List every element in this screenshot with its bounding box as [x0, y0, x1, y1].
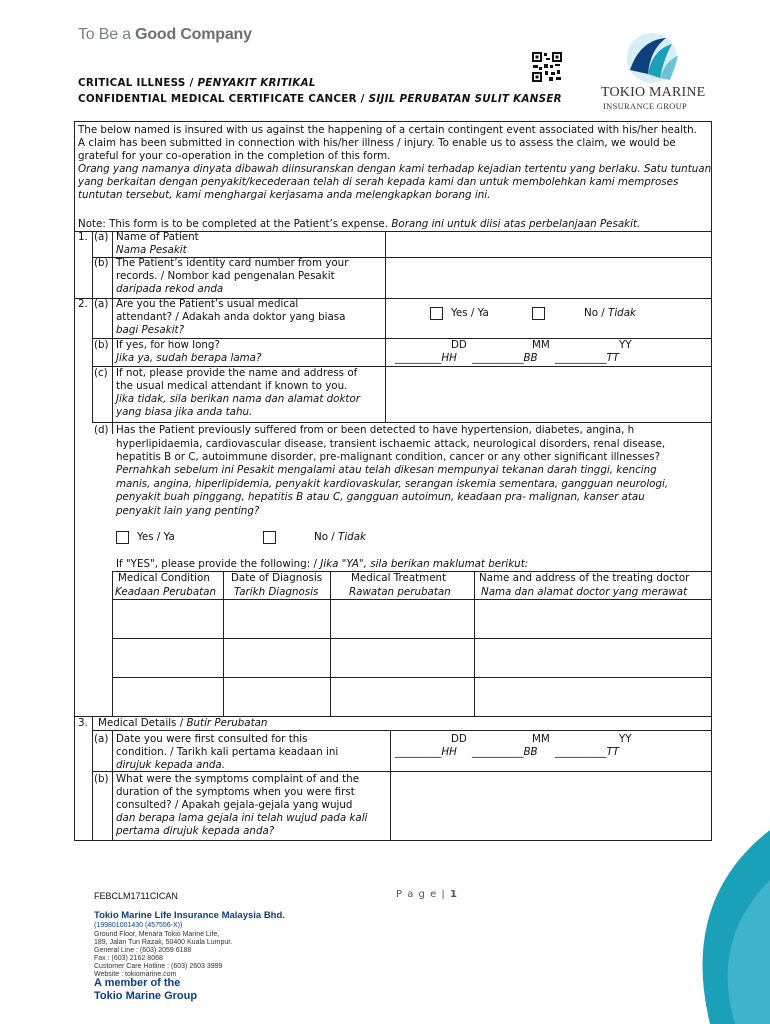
q3b-line5: pertama dirujuk kepada anda? [116, 825, 275, 837]
row-line-2d [92, 422, 712, 423]
footer-fax: Fax : (603) 2162 8068 [94, 955, 163, 962]
th-date-en: Date of Diagnosis [231, 572, 323, 584]
q2c-line4: yang biasa jika anda tahu. [116, 406, 253, 418]
q1b-label: (b) [94, 257, 109, 269]
q1b-line3: daripada rekod anda [116, 283, 224, 295]
note: Note: This form is to be completed at the Patient’s expense. Borang ini untuk diisi atas perbelanjaan Pesakit. [78, 218, 641, 230]
q3a-label: (a) [94, 733, 109, 745]
col-sub-line [112, 231, 113, 423]
table-cell[interactable] [113, 600, 223, 638]
footer-phone: General Line : (603) 2059 6188 [94, 947, 192, 954]
q2c-line2: the usual medical attendant if known to you. [116, 380, 348, 392]
q3b-line3: consulted? / Apakah gejala-gejala yang wujud [116, 799, 353, 811]
q3a-line2: condition. / Tarikh kali pertama keadaan ini [116, 746, 339, 758]
footer-hotline: Customer Care Hotline : (603) 2603 3999 [94, 963, 223, 970]
teal-swoosh-decoration [560, 820, 770, 1024]
q2b-en: If yes, for how long? [116, 339, 220, 351]
table-cell[interactable] [224, 600, 330, 638]
subtable-col3 [474, 571, 475, 716]
intro-my-2: yang berkaitan dengan penyakit/kecederaan telah di serah kepada kami dan untuk membolehkan kami memproses [78, 176, 679, 188]
q2d-no-label: No / Tidak [314, 531, 366, 543]
q3a-line1: Date you were first consulted for this [116, 733, 308, 745]
q2a-no-checkbox[interactable] [532, 307, 545, 320]
ic-number-field[interactable] [386, 258, 711, 298]
q3a-yy: YY [619, 733, 632, 745]
subtable-row1 [112, 638, 712, 639]
q2d-my-1: Pernahkah sebelum ini Pesakit mengalami atau telah dikesan mempunyai tekanan darah tinggi, kencing [116, 464, 657, 476]
intro-my-1: Orang yang namanya dinyata dibawah diinsuranskan dengan kami terhadap kejadian tertentu yang berlaku. Satu tuntuan [78, 163, 712, 175]
q2a-line1: Are you the Patient’s usual medical [116, 298, 299, 310]
q2d-no-checkbox[interactable] [263, 531, 276, 544]
tokio-marine-logo-icon [620, 30, 682, 86]
q2b-bb-field[interactable]: __________BB [472, 352, 538, 364]
q3a-mm: MM [532, 733, 550, 745]
subtable-row2 [112, 677, 712, 678]
q3-title: Medical Details / Butir Perubatan [98, 717, 268, 729]
q2c-line1: If not, please provide the name and address of [116, 367, 358, 379]
q3b-line2: duration of the symptoms when you were first [116, 786, 355, 798]
q2d-yes-label: Yes / Ya [137, 531, 175, 543]
q3b-label: (b) [94, 773, 109, 785]
if-yes-instruction: If "YES", please provide the following: / Jika "YA", sila berikan maklumat berikut: [116, 558, 529, 570]
q2b-label: (b) [94, 339, 109, 351]
qr-code-icon [532, 52, 562, 82]
th-doctor-my: Nama dan alamat doctor yang merawat [481, 586, 688, 598]
page-number: P a g e | 1 [396, 889, 458, 900]
q2b-tt-field[interactable]: __________TT [555, 352, 620, 364]
frame-top [74, 121, 712, 122]
form-code: FEBCLM1711CICAN [94, 891, 178, 901]
q2b-hh-field[interactable]: _________HH [395, 352, 457, 364]
q3-number: 3. [78, 717, 88, 729]
q2a-yes-checkbox[interactable] [430, 307, 443, 320]
intro-en-3: grateful for your co-operation in the completion of this form. [78, 150, 391, 162]
patient-name-field[interactable] [386, 232, 711, 257]
group-name: INSURANCE GROUP [603, 101, 688, 111]
company-name: TOKIO MARINE [601, 85, 706, 100]
q2d-label: (d) [94, 424, 109, 436]
q1a-label: (a) [94, 231, 109, 243]
col-sub-line-d [112, 422, 113, 434]
q2d-en-3: hepatitis B or C, autoimmune disorder, pre-malignant condition, cancer or any other significant illnesses? [116, 451, 661, 463]
intro-my-3: tuntutan tersebut, kami menghargai kerjasama anda melengkapkan borang ini. [78, 189, 491, 201]
member-line-2: Tokio Marine Group [94, 990, 198, 1002]
q2d-en-2: hyperlipidaemia, cardiovascular disease, transient ischaemic attack, neurological disorders, renal disease, [116, 438, 666, 450]
q3a-bb-field[interactable]: __________BB [472, 746, 538, 758]
q2c-line3: Jika tidak, sila berikan nama dan alamat doktor [116, 393, 360, 405]
q2a-line3: bagi Pesakit? [116, 324, 185, 336]
intro-en-1: The below named is insured with us against the happening of a certain contingent event associated with his/her health. [78, 124, 697, 136]
footer-address-2: 189, Jalan Tun Razak, 50400 Kuala Lumpur. [94, 939, 233, 946]
q2b-mm: MM [532, 339, 550, 351]
q3a-hh-field[interactable]: _________HH [395, 746, 457, 758]
th-treatment-my: Rawatan perubatan [349, 586, 451, 598]
q2d-yes-checkbox[interactable] [116, 531, 129, 544]
subtable-col1 [223, 571, 224, 716]
q2d-my-2: manis, angina, hiperlipidemia, penyakit kardiovaskular, serangan iskemia sementara, gangguan neurologi, [116, 478, 669, 490]
q3-col-num [92, 716, 93, 840]
frame-left [74, 121, 75, 841]
q1a-en: Name of Patient [116, 231, 199, 243]
q2b-dd: DD [451, 339, 467, 351]
th-condition-my: Keadaan Perubatan [115, 586, 217, 598]
intro-en-2: A claim has been submitted in connection with his/her illness / injury. To enable us to assess the claim, we would be [78, 137, 676, 149]
q1b-line2: records. / Nombor kad pengenalan Pesakit [116, 270, 335, 282]
table-cell[interactable] [331, 600, 474, 638]
q2a-line2: attendant? / Adakah anda doktor yang biasa [116, 311, 346, 323]
q3b-line4: dan berapa lama gejala ini telah wujud pada kali [116, 812, 368, 824]
q3a-tt-field[interactable]: __________TT [555, 746, 620, 758]
th-doctor-en: Name and address of the treating doctor [479, 572, 690, 584]
subtable-left [112, 571, 113, 716]
form-subtitle: CONFIDENTIAL MEDICAL CERTIFICATE CANCER / SIJIL PERUBATAN SULIT KANSER [78, 93, 562, 105]
usual-doctor-field[interactable] [386, 367, 711, 422]
frame-right [711, 121, 712, 841]
q2a-no-label: No / Tidak [584, 307, 636, 319]
q2d-en-1: Has the Patient previously suffered from or been detected to have hypertension, diabetes, angina, h [116, 424, 635, 436]
footer-address-1: Ground Floor, Menara Tokio Marine Life, [94, 931, 220, 938]
q2d-my-3: penyakit buah pinggang, hepatitis B atau C, gangguan autoimun, keadaan pra- malignan, kanser atau [116, 491, 645, 503]
q2a-label: (a) [94, 298, 109, 310]
footer-reg: (199801001430 (457556-X)) [94, 922, 183, 929]
form-title: CRITICAL ILLNESS / PENYAKIT KRITIKAL [78, 77, 316, 89]
member-line-1: A member of the [94, 977, 181, 989]
footer-website: Website : tokiomarine.com [94, 971, 177, 978]
q3-col-sub [112, 730, 113, 840]
q3a-line3: dirujuk kepada anda. [116, 759, 225, 771]
q2c-label: (c) [94, 367, 108, 379]
q2d-my-4: penyakit lain yang penting? [116, 505, 260, 517]
subtable-col2 [330, 571, 331, 716]
q1a-my: Nama Pesakit [116, 244, 187, 256]
tagline: To Be a Good Company [78, 26, 252, 43]
th-date-my: Tarikh Diagnosis [234, 586, 319, 598]
q2-number: 2. [78, 298, 88, 310]
q2b-my: Jika ya, sudah berapa lama? [116, 352, 262, 364]
th-treatment-en: Medical Treatment [351, 572, 447, 584]
q2b-yy: YY [619, 339, 632, 351]
q3b-line1: What were the symptoms complaint of and the [116, 773, 360, 785]
q1b-line1: The Patient’s identity card number from your [116, 257, 349, 269]
col-num-line [92, 231, 93, 423]
table-cell[interactable] [475, 600, 711, 638]
footer-company: Tokio Marine Life Insurance Malaysia Bhd. [94, 910, 285, 921]
q1-number: 1. [78, 231, 88, 243]
th-condition-en: Medical Condition [118, 572, 210, 584]
q3a-dd: DD [451, 733, 467, 745]
q2a-yes-label: Yes / Ya [451, 307, 489, 319]
